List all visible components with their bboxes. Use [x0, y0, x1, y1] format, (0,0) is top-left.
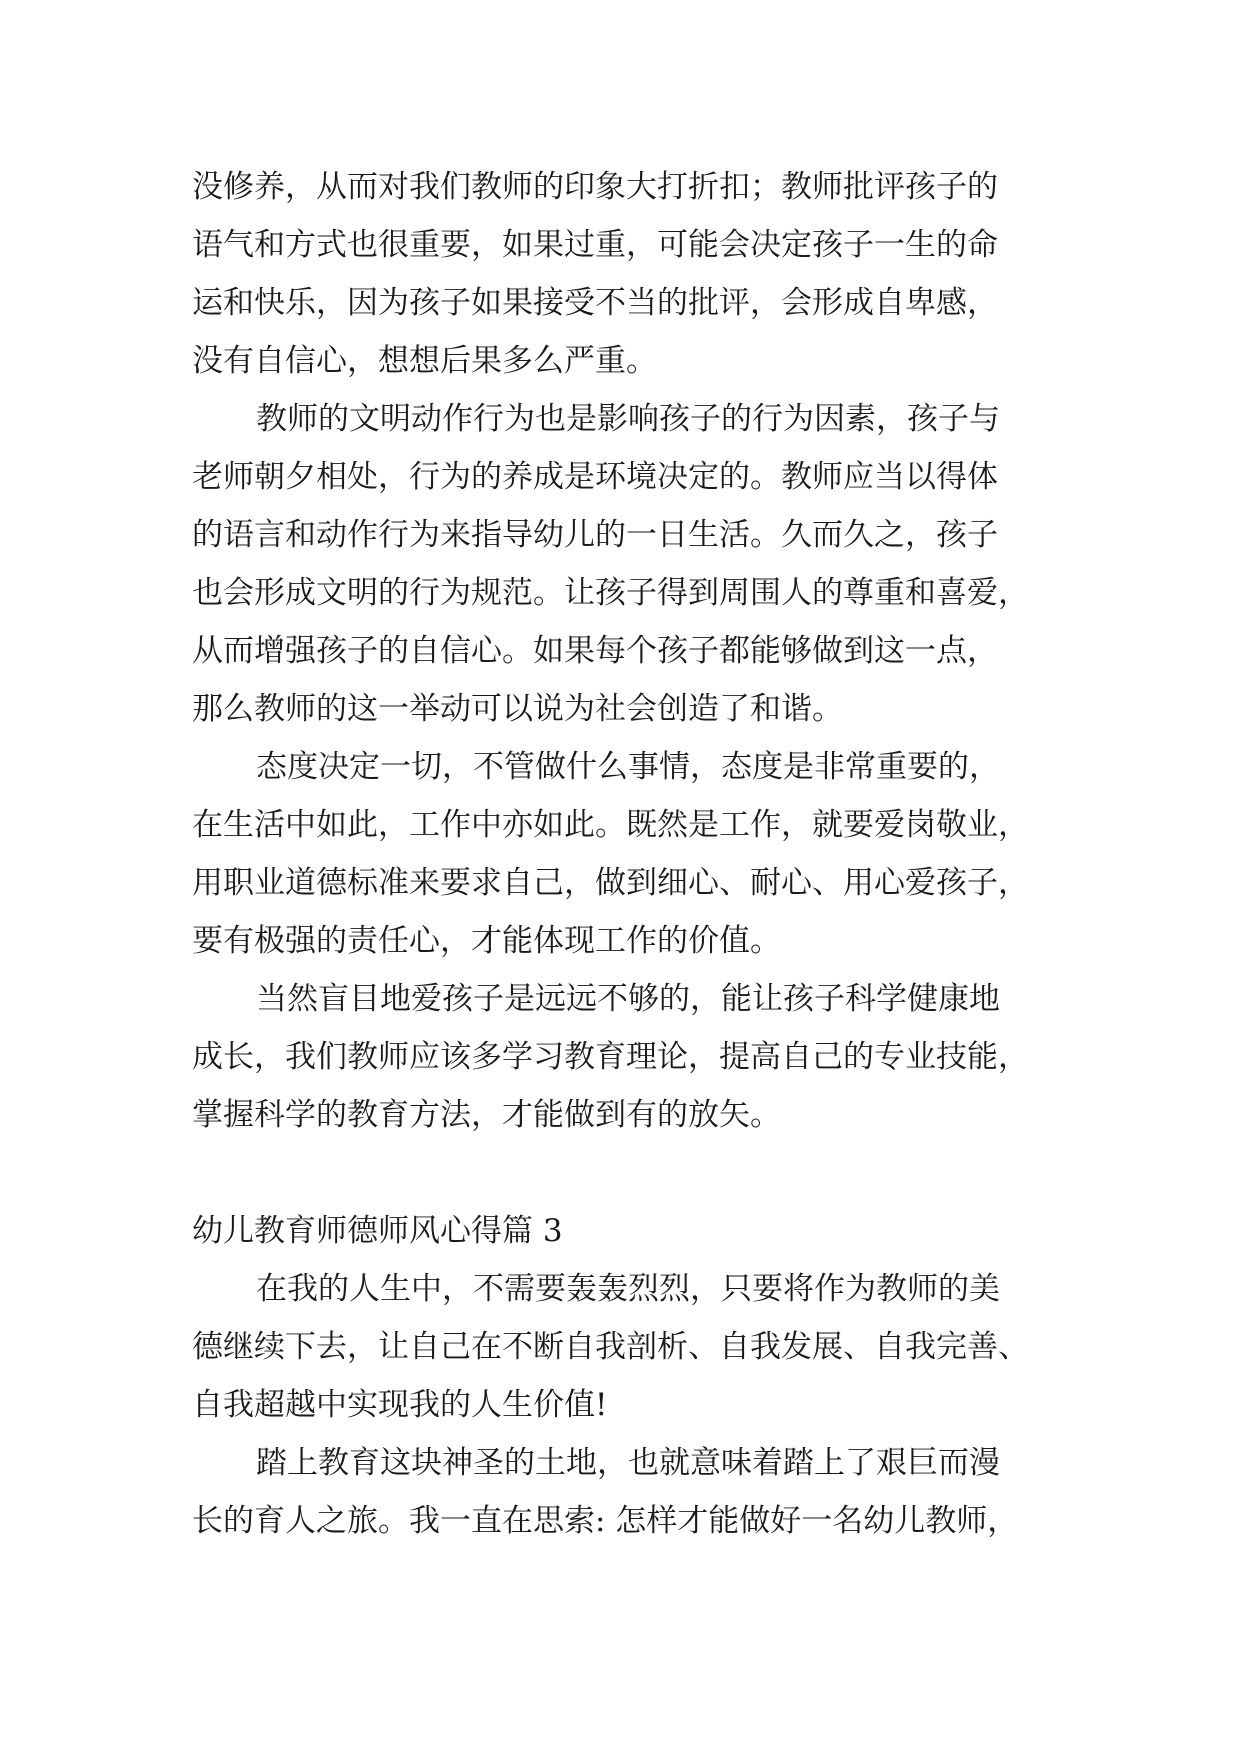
text-line: 在我的人生中，不需要轰轰烈烈，只要将作为教师的美: [256, 1271, 1000, 1307]
text-line: 在生活中如此，工作中亦如此。既然是工作，就要爱岗敬业，: [192, 807, 1029, 843]
text-line: 教师的文明动作行为也是影响孩子的行为因素，孩子与: [256, 401, 1000, 437]
text-line: 没有自信心，想想后果多么严重。: [192, 343, 657, 379]
section-heading: 幼儿教育师德师风心得篇 3: [192, 1213, 563, 1249]
text-line: 当然盲目地爱孩子是远远不够的，能让孩子科学健康地: [256, 981, 1000, 1017]
text-line: 踏上教育这块神圣的土地，也就意味着踏上了艰巨而漫: [256, 1445, 1000, 1481]
paragraph: [192, 1434, 1072, 1550]
paragraph: [192, 970, 1072, 1144]
paragraph: [192, 390, 1072, 738]
text-line: 从而增强孩子的自信心。如果每个孩子都能够做到这一点，: [192, 633, 998, 669]
text-line: 掌握科学的教育方法，才能做到有的放矢。: [192, 1097, 781, 1133]
text-line: 长的育人之旅。我一直在思索: 怎样才能做好一名幼儿教师，: [192, 1503, 1019, 1539]
text-line: 也会形成文明的行为规范。让孩子得到周围人的尊重和喜爱，: [192, 575, 1029, 611]
paragraph: [192, 158, 1072, 390]
text-line: 自我超越中实现我的人生价值!: [192, 1387, 608, 1423]
text-line: 的语言和动作行为来指导幼儿的一日生活。久而久之，孩子: [192, 517, 998, 553]
text-line: 用职业道德标准来要求自己，做到细心、耐心、用心爱孩子，: [192, 865, 1029, 901]
document-body: [192, 158, 1072, 1550]
text-line: 没修养，从而对我们教师的印象大打折扣；教师批评孩子的: [192, 169, 998, 205]
text-line: 要有极强的责任心，才能体现工作的价值。: [192, 923, 781, 959]
text-line: 语气和方式也很重要，如果过重，可能会决定孩子一生的命: [192, 227, 998, 263]
text-line: 德继续下去，让自己在不断自我剖析、自我发展、自我完善、: [192, 1329, 1029, 1365]
paragraph: [192, 1260, 1072, 1434]
text-line: 老师朝夕相处，行为的养成是环境决定的。教师应当以得体: [192, 459, 998, 495]
text-line: 态度决定一切，不管做什么事情，态度是非常重要的，: [256, 749, 1000, 785]
text-line: 成长，我们教师应该多学习教育理论，提高自己的专业技能，: [192, 1039, 1029, 1075]
text-line: 运和快乐，因为孩子如果接受不当的批评，会形成自卑感，: [192, 285, 998, 321]
paragraph: [192, 738, 1072, 970]
text-line: 那么教师的这一举动可以说为社会创造了和谐。: [192, 691, 843, 727]
